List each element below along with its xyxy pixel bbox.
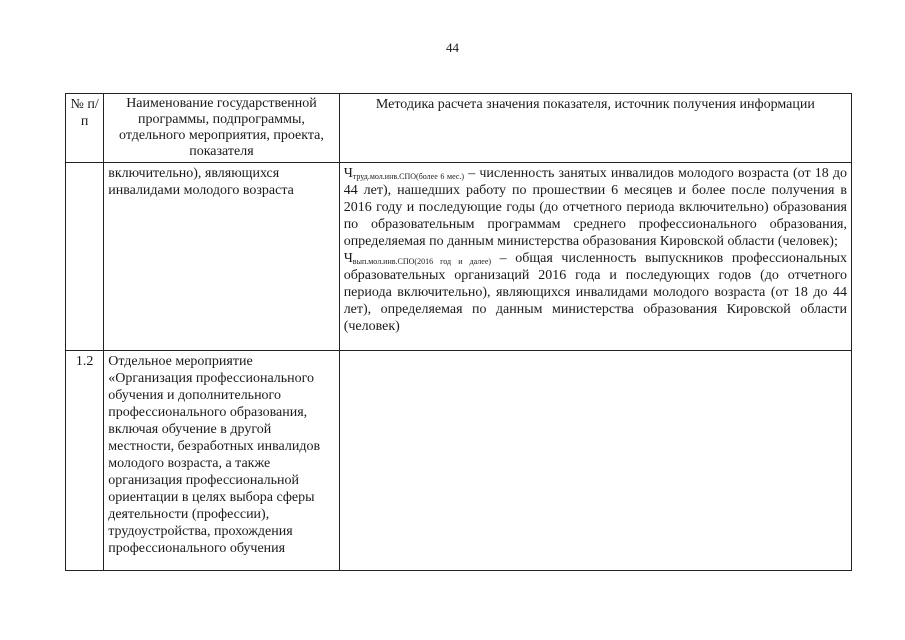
formula-symbol: Ч [343,251,353,266]
table-header-row [66,94,852,163]
indicator-name-cell: включительно), являющихся инвалидами молодого возраста [104,163,339,351]
row-number-cell [66,163,104,351]
header-name: Наименование государственной программы, подпрограммы, отдельного мероприятия, проекта, показателя [104,94,339,163]
table-row-1-2 [66,351,852,571]
table-row-continuation [66,163,852,351]
formula-definition-employed [344,165,847,250]
row-number-cell: 1.2 [66,351,104,571]
formula-definition-graduates [344,250,847,335]
formula-subscript: вып.мол.инв.СПО(2016 год и далее) [352,257,492,266]
methodology-cell-empty [339,351,851,571]
formula-description: – численность занятых инвалидов молодого возраста (от 18 до 44 лет), нашедших работу по прошествии 6 месяцев и более после получения в 2016 году и последующие годы (до отчетного периода включительно) образования по образовательным программам среднего профессионального образования, определяемая по данным министерства образования Кировской области (человек); [343,166,848,249]
page-number: 44 [446,40,459,55]
formula-description: – общая численность выпускников профессиональных образовательных организаций 2016 года и последующих годов (до отчетного периода включительно), являющихся инвалидами молодого возраста (от 18 до 44 лет), определяемая по данным министерства образования Кировской области (человек) [343,251,847,334]
indicator-methodology-table [65,93,852,571]
formula-subscript: труд.мол.инв.СПО(более 6 мес.) [352,172,465,181]
methodology-cell [339,163,851,351]
formula-symbol: Ч [343,166,353,181]
header-methodology: Методика расчета значения показателя, источник получения информации [339,94,851,163]
header-number: № п/п [66,94,104,163]
activity-name-cell: Отдельное мероприятие «Организация профессионального обучения и дополнительного профессионального образования, включая обучение в другой местности, безработных инвалидов молодого возраста, а также организация профессиональной ориентации в целях выбора сферы деятельности (профессии), трудоустройства, прохождения профессионального обучения [104,351,339,571]
